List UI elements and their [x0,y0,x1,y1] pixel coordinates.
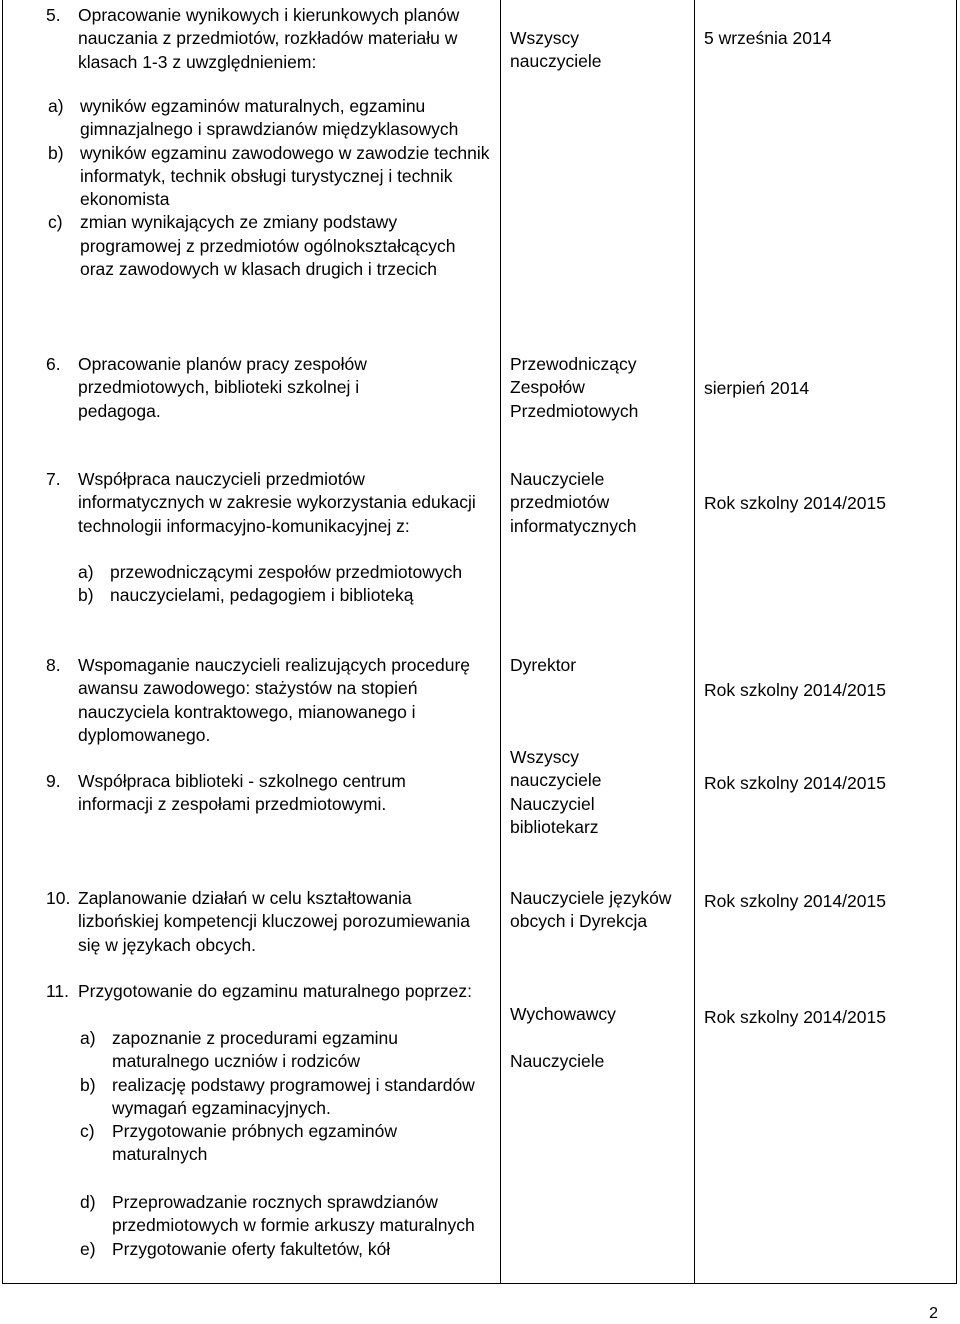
subitem-text: realizację podstawy programowej i standardów wymagań egzaminacyjnych. [112,1074,475,1118]
task-8 [46,654,476,747]
task-text: Przygotowanie do egzaminu maturalnego poprzez: [78,981,472,1001]
subitem-label: b) [80,1074,96,1095]
task-7 [46,468,496,538]
task-5-subitems [48,95,494,281]
subitem [48,211,494,281]
task-7-subitems [78,561,494,608]
subitem-text: wyników egzaminów maturalnych, egzaminu gimnazjalnego i sprawdzianów międzyklasowych [80,96,459,140]
subitem [80,1074,494,1121]
subitem [80,1238,494,1261]
deadline-7: Rok szkolny 2014/2015 [704,493,886,513]
deadline-10: Rok szkolny 2014/2015 [704,891,886,911]
task-text: Opracowanie wynikowych i kierunkowych planów nauczania z przedmiotów, rozkładów materiału w klasach 1-3 z uwzględnieniem: [78,5,460,72]
subitem-text: nauczycielami, pedagogiem i biblioteką [110,585,414,606]
subitem-label: e) [80,1238,96,1259]
column-divider-2 [694,0,695,1284]
responsible-10: Nauczyciele języków obcych i Dyrekcja [510,888,672,932]
subitem-text: wyników egzaminu zawodowego w zawodzie technik informatyk, technik obsługi turystycznej i technik ekonomista [80,142,490,210]
responsible-8: Dyrektor [510,655,577,675]
task-number: 7. [46,469,61,489]
responsible-11b: Nauczyciele [510,1051,605,1071]
task-number: 10. [46,888,71,908]
deadline-11: Rok szkolny 2014/2015 [704,1007,886,1027]
responsible-9: Wszyscy nauczyciele Nauczyciel bibliotekarz [510,747,602,837]
subitem [48,142,494,212]
task-10 [46,887,496,957]
subitem-label: c) [80,1121,95,1142]
task-11 [46,980,496,1003]
responsible-5: Wszyscy nauczyciele [510,28,602,72]
deadline-8: Rok szkolny 2014/2015 [704,680,886,700]
task-9 [46,770,476,817]
responsible-7: Nauczyciele przedmiotów informatycznych [510,469,637,536]
subitem-text: Przeprowadzanie rocznych sprawdzianów przedmiotowych w formie arkuszy maturalnych [112,1192,475,1236]
subitem-text: Przygotowanie próbnych egzaminów maturalnych [112,1121,398,1165]
task-text: Opracowanie planów pracy zespołów przedmiotowych, biblioteki szkolnej i pedagoga. [78,354,367,421]
subitem-label: b) [78,585,94,606]
task-number: 11. [46,981,70,1001]
subitem [80,1191,494,1238]
task-11-subitems [80,1027,494,1167]
task-number: 9. [46,771,61,791]
task-5 [46,4,496,74]
task-text: Zaplanowanie działań w celu kształtowania lizbońskiej kompetencji kluczowej porozumiewania się w językach obcych. [78,888,470,955]
subitem [80,1120,494,1167]
task-text: Wspomaganie nauczycieli realizujących procedurę awansu zawodowego: stażystów na stopień nauczyciela kontraktowego, mianowanego i dyplomowanego. [78,655,470,745]
task-number: 8. [46,655,61,675]
subitem-label: b) [48,142,64,163]
task-text: Współpraca nauczycieli przedmiotów informatycznych w zakresie wykorzystania edukacji technologii informacyjno-komunikacyjnej z: [78,469,476,536]
subitem-label: c) [48,212,63,233]
subitem-text: zmian wynikających ze zmiany podstawy programowej z przedmiotów ogólnokształcących oraz zawodowych w klasach drugich i trzecich [80,212,456,280]
subitem [78,584,494,607]
deadline-5: 5 września 2014 [704,28,832,48]
subitem [80,1027,494,1074]
subitem-text: zapoznanie z procedurami egzaminu maturalnego uczniów i rodziców [112,1028,398,1072]
subitem-text: przewodniczącymi zespołów przedmiotowych [110,562,463,582]
subitem [48,95,494,142]
responsible-11a: Wychowawcy [510,1004,616,1024]
subitem-label: d) [80,1192,96,1212]
subitem-text: Przygotowanie oferty fakultetów, kół [112,1238,391,1259]
task-number: 6. [46,354,61,374]
task-11-subitems-cont [80,1191,494,1261]
deadline-9: Rok szkolny 2014/2015 [704,773,886,793]
page-number: 2 [929,1305,938,1322]
subitem [78,561,494,584]
deadline-6: sierpień 2014 [704,378,810,398]
subitem-label: a) [78,562,94,582]
subitem-label: a) [80,1028,96,1048]
table-border-right [956,0,957,1284]
subitem-label: a) [48,96,64,116]
task-6 [46,353,426,423]
table-border-bottom [2,1283,957,1284]
table-border-left [2,0,3,1284]
responsible-6: Przewodniczący Zespołów Przedmiotowych [510,354,639,421]
task-text: Współpraca biblioteki - szkolnego centrum informacji z zespołami przedmiotowymi. [78,771,406,815]
task-number: 5. [46,5,61,25]
column-divider-1 [500,0,501,1284]
